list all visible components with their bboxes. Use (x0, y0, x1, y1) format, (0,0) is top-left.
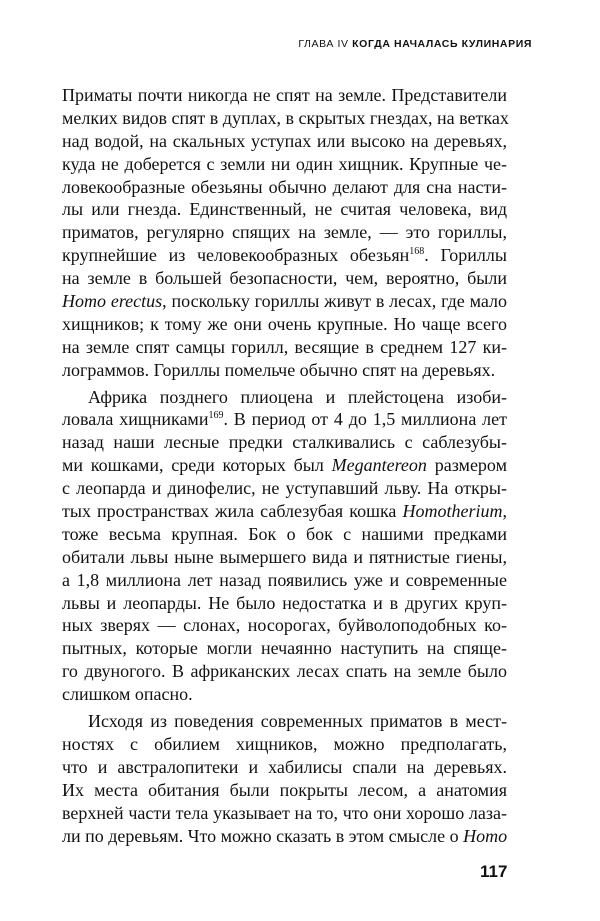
page-number: 117 (480, 862, 508, 881)
text-line: верхней части тела указывает на то, что они хорошо лаза- (62, 802, 507, 823)
text-line: что и австралопитеки и хабилисы спали на деревьях. (62, 756, 507, 777)
latin-term: Homo (463, 825, 508, 846)
text-line: Исходя из поведения современных приматов в мест- (88, 711, 507, 732)
text-line: крупнейшие из человекообразных обезьян$^{168}$. Гориллы (62, 245, 507, 266)
text-line: а 1,8 миллиона лет назад появились уже и современные (62, 569, 507, 590)
text-line: Африка позднего плиоцена и плейстоцена изоби- (88, 386, 507, 407)
text-line: пытных, которые могли нечаянно наступить на спяще- (62, 638, 507, 659)
text-line: назад наши лесные предки сталкивались с саблезубы- (62, 432, 507, 453)
text-line: Приматы почти никогда не спят на земле. Представители (62, 85, 507, 105)
text-line: лограммов. Гориллы помельче обычно спят на деревьях. (62, 359, 496, 380)
text-line: Их места обитания были покрыты лесом, а анатомия (62, 779, 507, 800)
text-line: ловала хищниками$^{169}$. В период от 4 до 1,5 миллиона лет (62, 409, 507, 430)
text-line: на земле в большей безопасности, чем, вероятно, были (62, 268, 507, 289)
footnote-ref-168[interactable]: 168 (409, 246, 425, 258)
text-line: ловекообразные обезьяны обычно делают для сна насти- (62, 176, 507, 197)
text-line: го двуногого. В африканских лесах спать на земле было (62, 661, 507, 682)
text-line: слишком опасно. (62, 684, 193, 705)
text-line: на земле спят самцы горилл, весящие в среднем 127 ки- (62, 336, 507, 357)
body-text (62, 84, 507, 847)
latin-term: Megantereon (331, 455, 427, 476)
header-chapter: ГЛАВА IV (298, 38, 349, 50)
footnote-ref-169[interactable]: 169 (208, 410, 224, 422)
header-title: КОГДА НАЧАЛАСЬ КУЛИНАРИЯ (352, 38, 532, 50)
running-header (298, 38, 532, 50)
text-line: куда не доберется с земли ни один хищник. Крупные че- (62, 153, 507, 174)
text-line: ли по деревьям. Что можно сказать в этом смысле о Homo (62, 825, 508, 846)
text-line: хищников; к тому же они очень крупные. Но чаще всего (62, 313, 507, 334)
text-line: тоже весьма крупная. Бок о бок с нашими предками (62, 523, 507, 544)
text-line: ми кошками, среди которых был Megantereon размером (62, 455, 507, 476)
text-line: над водой, на скальных уступах или высоко на деревьях, (62, 130, 507, 151)
text-line: мелких видов спят в дуплах, в скрытых гнездах, на ветках (62, 107, 509, 128)
text-line: приматов, регулярно спящих на земле, — это гориллы, (62, 222, 507, 243)
text-line: Homo erectus, поскольку гориллы живут в лесах, где мало (62, 291, 507, 312)
text-line: тых пространствах жила саблезубая кошка Homotherium, (62, 501, 507, 522)
text-line: с леопарда и динофелис, не уступавший льву. На откры- (62, 478, 507, 499)
text-line: обитали львы ныне вымершего вида и пятнистые гиены, (62, 546, 507, 567)
latin-term: Homo erectus (62, 291, 163, 312)
text-line: лы или гнезда. Единственный, не считая человека, вид (62, 199, 507, 220)
text-line: ностях с обилием хищников, можно предполагать, (62, 733, 507, 754)
latin-term: Homotherium (402, 501, 503, 522)
text-line: львы и леопарды. Не было недостатка и в других круп- (62, 592, 507, 613)
text-line: ных зверях — слонах, носорогах, буйволоподобных ко- (62, 615, 507, 636)
